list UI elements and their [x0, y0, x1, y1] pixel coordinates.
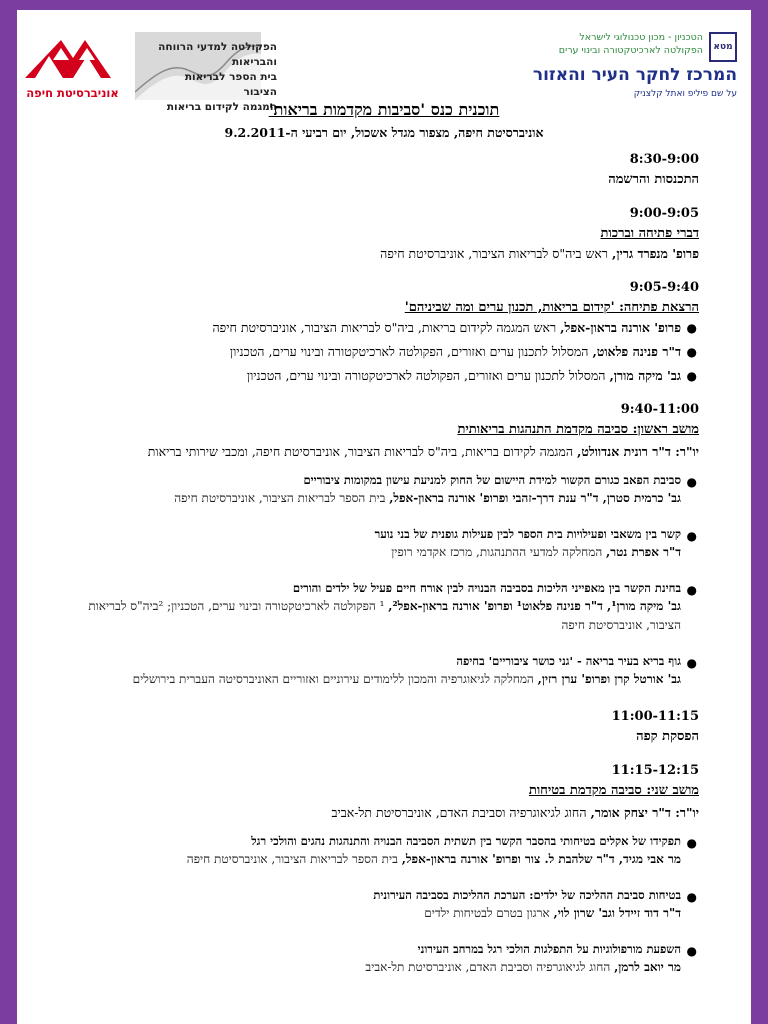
faculty-line: הפקולטה למדעי הרווחה והבריאות — [158, 41, 277, 68]
author-names: גב' כרמית סטרן, ד"ר ענת דרך-זהבי ופרופ' אורנה בראון-אפל, — [389, 491, 681, 505]
bullet-icon: ● — [686, 529, 697, 543]
session-time: 11:00-11:15 — [611, 709, 699, 724]
session-chair — [55, 803, 699, 823]
chair-affiliation: החוג לגיאוגרפיה וסביבת האדם, אוניברסיטת תל-אביב — [331, 805, 591, 820]
session-title: מושב שני: סביבה מקדמת בטיחות — [528, 783, 699, 798]
session-time: 9:05-9:40 — [629, 280, 699, 295]
session-opening — [55, 204, 699, 264]
session-title: דברי פתיחה וברכות — [600, 226, 699, 241]
speaker-affiliation: ראש ביה"ס לבריאות הציבור, אוניברסיטת חיפה — [380, 246, 613, 261]
session-title: התכנסות והרשמה — [608, 172, 699, 187]
chair-name: יו"ר: ד"ר רונית אנדוולט, — [576, 444, 699, 459]
bullet-icon: ● — [686, 890, 697, 904]
session-first — [55, 400, 699, 689]
talk-title: השפעת מורפולוגיות על התפלגות הולכי רגל במרחב העירוני — [417, 942, 681, 956]
talk-authors — [55, 670, 681, 689]
talk-item — [55, 941, 699, 977]
talk-list — [55, 472, 699, 689]
speaker-name: ד"ר פנינה פלאוט, — [592, 344, 681, 359]
speaker-name: גב' מיקה מורן, — [609, 368, 681, 383]
technion-line-1: הטכניון - מכון טכנולוגי לישראל — [579, 32, 703, 43]
talk-authors — [55, 958, 681, 977]
session-time: 9:40-11:00 — [620, 402, 699, 417]
bullet-icon: ● — [686, 944, 697, 958]
bullet-icon: ● — [686, 475, 697, 489]
talk-item — [55, 653, 699, 689]
talk-title: גוף בריא בעיר בריאה - 'גני כושר ציבוריים' בחיפה — [456, 654, 681, 668]
session-title: מושב ראשון: סביבה מקדמת התנהגות בריאותית — [457, 422, 699, 437]
technion-line-2: הפקולטה לארכיטקטורה ובינוי ערים — [558, 45, 703, 56]
bullet-icon: ● — [686, 345, 697, 359]
talk-item — [55, 580, 699, 635]
author-affiliation: ארגון בטרם לבטיחות ילדים — [424, 906, 554, 920]
author-names: ד"ר אפרת נטר, — [606, 545, 681, 559]
bullet-icon: ● — [686, 656, 697, 670]
speaker-affiliation: ראש המגמה לקידום בריאות, ביה"ס לבריאות הציבור, אוניברסיטת חיפה — [212, 320, 561, 335]
list-item — [55, 342, 699, 362]
author-names: ד"ר דוד זיידל וגב' שרון לוי, — [553, 906, 681, 920]
page-subtitle: אוניברסיטת חיפה, מצפור מגדל אשכול, יום רביעי ה-9.2.2011 — [224, 125, 544, 140]
session-registration — [55, 150, 699, 190]
author-names: מר אבי מגיד, ד"ר שלהבת ל. צור ופרופ' אורנה בראון-אפל, — [401, 852, 681, 866]
speaker-name: פרופ' אורנה בראון-אפל, — [560, 320, 681, 335]
bullet-icon: ● — [686, 836, 697, 850]
author-affiliation: ¹ הפקולטה לארכיטקטורה ובינוי ערים, הטכניון; ²ביה"ס לבריאות הציבור, אוניברסיטת חיפה — [88, 599, 681, 632]
center-name: המרכז לחקר העיר והאזור — [532, 65, 737, 85]
page-title: תוכנית כנס 'סביבות מקדמות בריאות' — [268, 100, 500, 119]
talk-item — [55, 526, 699, 562]
bullet-icon: ● — [686, 369, 697, 383]
haifa-university-logo — [25, 40, 120, 106]
talk-list — [55, 833, 699, 977]
talk-authors — [55, 850, 681, 869]
author-affiliation: המחלקה למדעי ההתנהגות, מרכז אקדמי רופין — [391, 545, 607, 559]
session-chair — [55, 442, 699, 462]
session-second — [55, 761, 699, 977]
talk-title: בחינת הקשר בין מאפייני הליכות בסביבה הבנויה לבין אורח חיים פעיל של ילדים והורים — [292, 581, 681, 595]
author-names: גב' מיקה מורן¹, ד"ר פנינה פלאוט¹ ופרופ' אורנה בראון-אפל², — [388, 599, 681, 613]
talk-item — [55, 887, 699, 923]
session-time: 8:30-9:00 — [629, 152, 699, 167]
session-break — [55, 707, 699, 747]
talk-item — [55, 472, 699, 508]
talk-authors — [55, 904, 681, 923]
session-time: 11:15-12:15 — [611, 763, 699, 778]
talk-authors — [55, 543, 681, 562]
talk-title: תפקידו של אקלים בטיחותי בהסבר הקשר בין תשתית הסביבה הבנויה והתנהגות נהגים והולכי רגל — [251, 834, 681, 848]
speaker-affiliation: המסלול לתכנון ערים ואזורים, הפקולטה לארכיטקטורה ובינוי ערים, הטכניון — [229, 344, 593, 359]
speaker-affiliation: המסלול לתכנון ערים ואזורים, הפקולטה לארכיטקטורה ובינוי ערים, הטכניון — [246, 368, 610, 383]
speaker-list — [55, 318, 699, 386]
session-time: 9:00-9:05 — [629, 206, 699, 221]
document-page — [17, 10, 751, 1024]
chair-affiliation: המגמה לקידום בריאות, ביה"ס לבריאות הציבור, אוניברסיטת חיפה, ומכבי שירותי בריאות — [147, 444, 577, 459]
haifa-logo-icon — [25, 40, 120, 80]
speaker — [55, 244, 699, 264]
talk-title: קשר בין משאבי ופעילויות בית הספר לבין פעילות גופנית של בני נוער — [374, 527, 681, 541]
center-dedication: על שם פיליפ ואתל קלצניק — [633, 89, 737, 99]
list-item — [55, 318, 699, 338]
author-affiliation: בית הספר לבריאות הציבור, אוניברסיטת חיפה — [174, 491, 390, 505]
author-affiliation: החוג לגיאוגרפיה וסביבת האדם, אוניברסיטת תל-אביב — [365, 960, 615, 974]
faculty-line: המגמה לקידום בריאות — [166, 101, 277, 113]
author-names: גב' אורטל קרן ופרופ' ערן רזין, — [537, 672, 681, 686]
talk-item — [55, 833, 699, 869]
talk-title: בטיחות סביבת ההליכה של ילדים: הערכת ההליכות בסביבה העירונית — [373, 888, 681, 902]
bullet-icon: ● — [686, 321, 697, 335]
technion-logo-icon: מטא — [709, 32, 737, 62]
talk-title: סביבת הפאב כגורם הקשור למידת היישום של החוק למניעת עישון במקומות ציבוריים — [303, 473, 681, 487]
program-content — [55, 150, 699, 995]
session-title: הפסקת קפה — [636, 729, 699, 744]
haifa-logo-text: אוניברסיטת חיפה — [26, 86, 119, 100]
author-affiliation: המחלקה לגיאוגרפיה והמכון ללימודים עירוניים ואזוריים האוניברסיטה העברית בירושלים — [132, 672, 538, 686]
author-affiliation: בית הספר לבריאות הציבור, אוניברסיטת חיפה — [186, 852, 402, 866]
session-keynote — [55, 278, 699, 386]
list-item — [55, 366, 699, 386]
talk-authors — [55, 597, 681, 635]
author-names: מר יואב לרמן, — [614, 960, 681, 974]
faculty-line: בית הספר לבריאות הציבור — [184, 71, 277, 98]
bullet-icon: ● — [686, 583, 697, 597]
speaker-name: פרופ' מנפרד גרין, — [612, 246, 699, 261]
talk-authors — [55, 489, 681, 508]
chair-name: יו"ר: ד"ר יצחק אומר, — [590, 805, 699, 820]
session-title: הרצאת פתיחה: 'קידום בריאות, תכנון ערים ומה שביניהם' — [404, 300, 699, 315]
